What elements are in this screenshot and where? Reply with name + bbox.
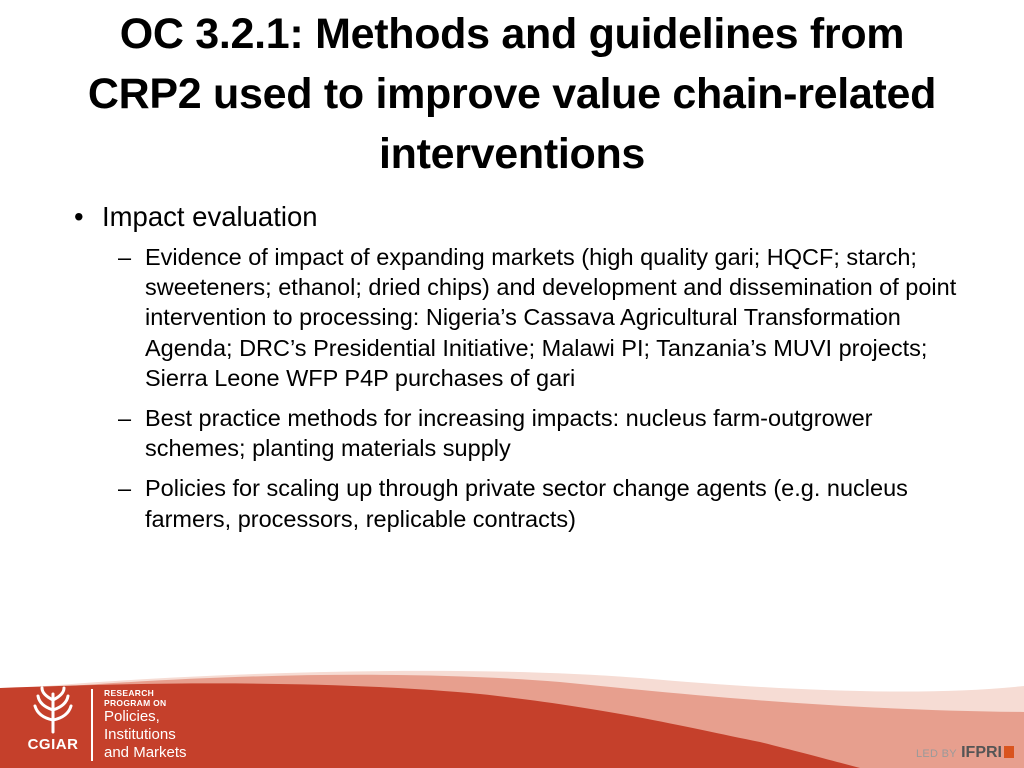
sub-bullet-best-practice [74, 403, 979, 463]
slide-title: OC 3.2.1: Methods and guidelines from CRP2 used to improve value chain-related interventions [87, 10, 937, 178]
program-label-line1: RESEARCH [104, 688, 155, 698]
sub-bullet-evidence [74, 242, 979, 393]
ifpri-mark-icon [1004, 746, 1014, 758]
sub-bullet-list [74, 242, 979, 534]
sub-bullet-text: Evidence of impact of expanding markets (high quality gari; HQCF; starch; sweeteners; ethanol; dried chips) and development and dissemination of point intervention to processing: Nigeria’s Cassava Agricultural Transformation Agenda; DRC’s Presidential Initiative; Malawi PI; Tanzania’s MUVI projects; Sierra Leone WFP P4P purchases of gari [145, 244, 957, 391]
slide-body [74, 198, 979, 544]
dash-marker: – [118, 405, 132, 432]
wheat-icon [32, 686, 74, 734]
cgiar-logo [22, 686, 84, 760]
sub-bullet-text: Best practice methods for increasing impacts: nucleus farm-outgrower schemes; planting materials supply [145, 405, 873, 462]
bullet-impact-evaluation [74, 198, 979, 236]
bullet-marker: • [74, 201, 84, 232]
bullet-text: Impact evaluation [102, 201, 318, 232]
dash-marker: – [118, 244, 132, 270]
program-name [104, 688, 187, 762]
program-line-institutions: Institutions [104, 726, 176, 743]
ifpri-logo-text: IFPRI [961, 744, 1002, 761]
program-label-line2: PROGRAM ON [104, 698, 167, 708]
program-line-policies: Policies, [104, 708, 160, 725]
logo-divider [91, 689, 93, 761]
cgiar-logo-text: CGIAR [27, 736, 79, 753]
program-line-markets: and Markets [104, 744, 187, 761]
dash-marker: – [118, 475, 132, 502]
led-by-label: LED BY [916, 748, 957, 760]
sub-bullet-text: Policies for scaling up through private sector change agents (e.g. nucleus farmers, processors, replicable contracts) [145, 475, 908, 532]
led-by-ifpri [916, 744, 1014, 762]
sub-bullet-policies [74, 473, 979, 533]
